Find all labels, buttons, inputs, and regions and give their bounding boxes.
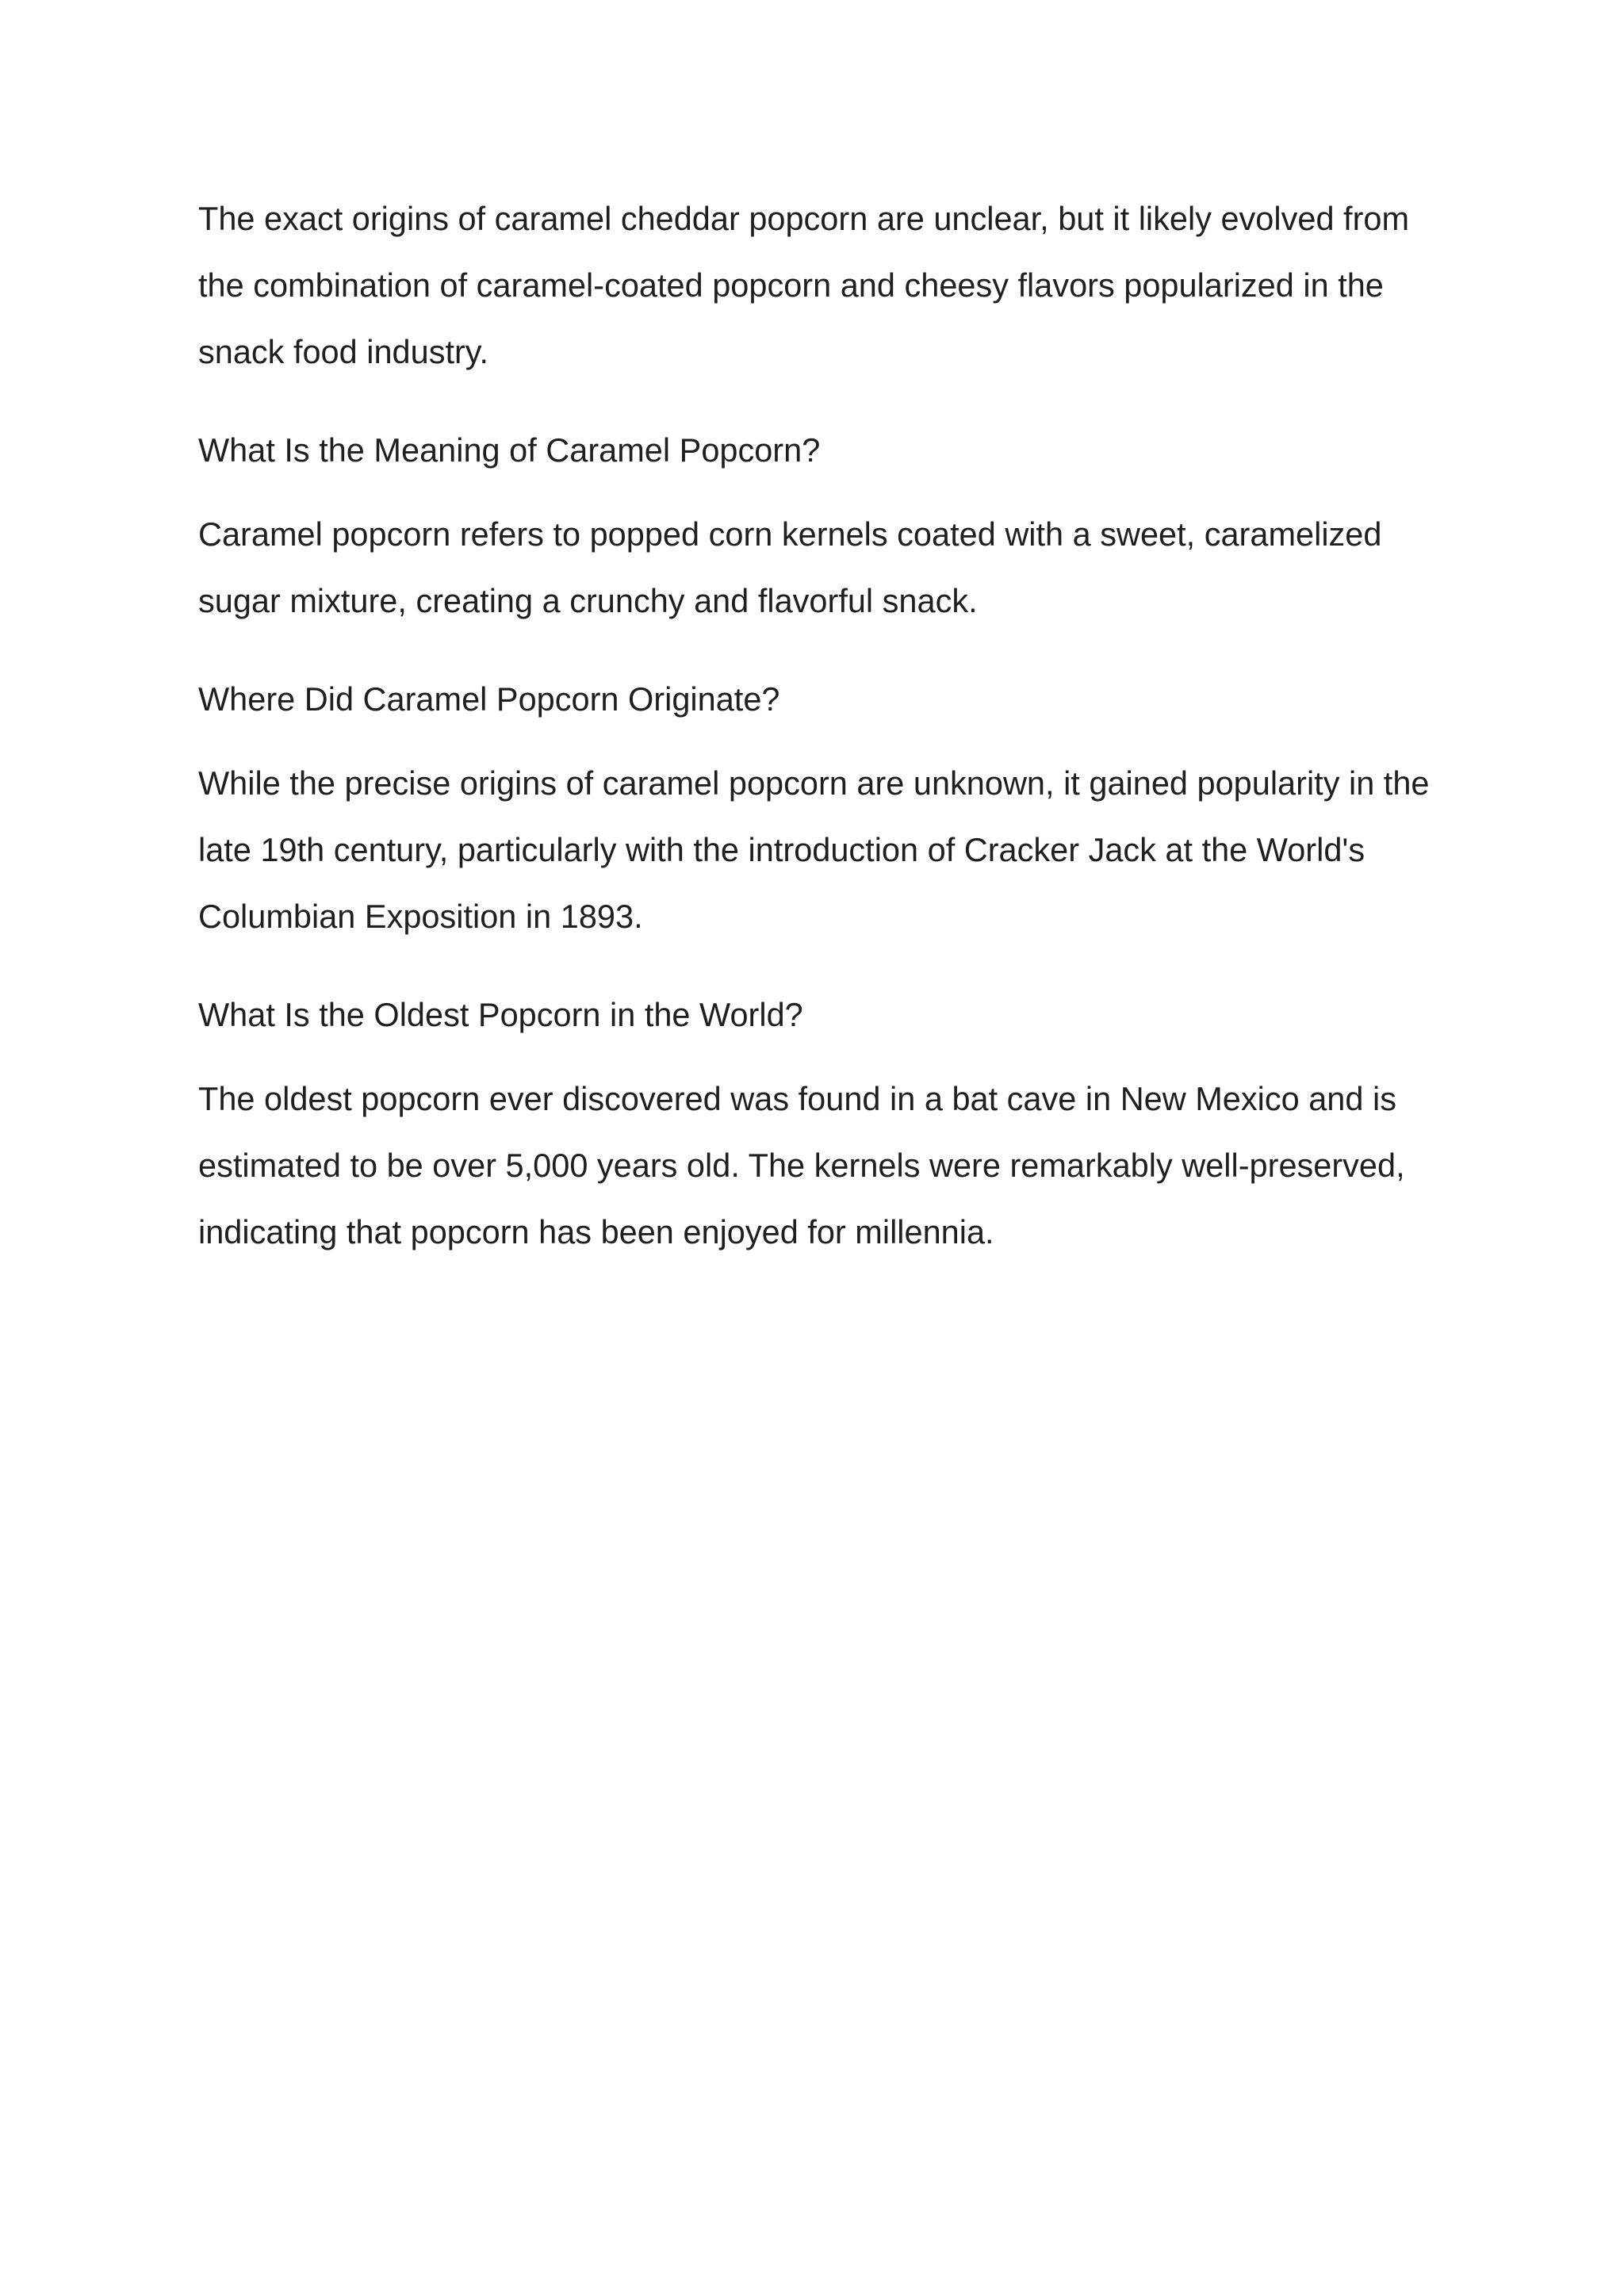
section-heading-meaning: What Is the Meaning of Caramel Popcorn? <box>198 431 821 469</box>
section-body-origin: While the precise origins of caramel popcorn are unknown, it gained popularity in the late 19th century, particularly with the introduction of Cracker Jack at the World's Columbian Exposition in 1893. <box>198 764 1430 935</box>
spacer <box>198 484 1451 501</box>
section-heading-origin: Where Did Caramel Popcorn Originate? <box>198 680 780 718</box>
section-heading-oldest: What Is the Oldest Popcorn in the World? <box>198 996 803 1033</box>
spacer <box>198 385 1451 417</box>
section-body-meaning: Caramel popcorn refers to popped corn kernels coated with a sweet, caramelized sugar mixture, creating a crunchy and flavorful snack. <box>198 515 1382 619</box>
spacer <box>198 1048 1451 1066</box>
section-body-oldest: The oldest popcorn ever discovered was found in a bat cave in New Mexico and is estimated to be over 5,000 years old. The kernels were remarkably well-preserved, indicating that popcorn has been enjoyed for millennia. <box>198 1080 1405 1250</box>
spacer <box>198 634 1451 666</box>
intro-paragraph: The exact origins of caramel cheddar popcorn are unclear, but it likely evolved from the combination of caramel-coated popcorn and cheesy flavors popularized in the snack food industry. <box>198 200 1410 370</box>
document-body <box>198 186 1451 1266</box>
spacer <box>198 733 1451 750</box>
spacer <box>198 950 1451 982</box>
